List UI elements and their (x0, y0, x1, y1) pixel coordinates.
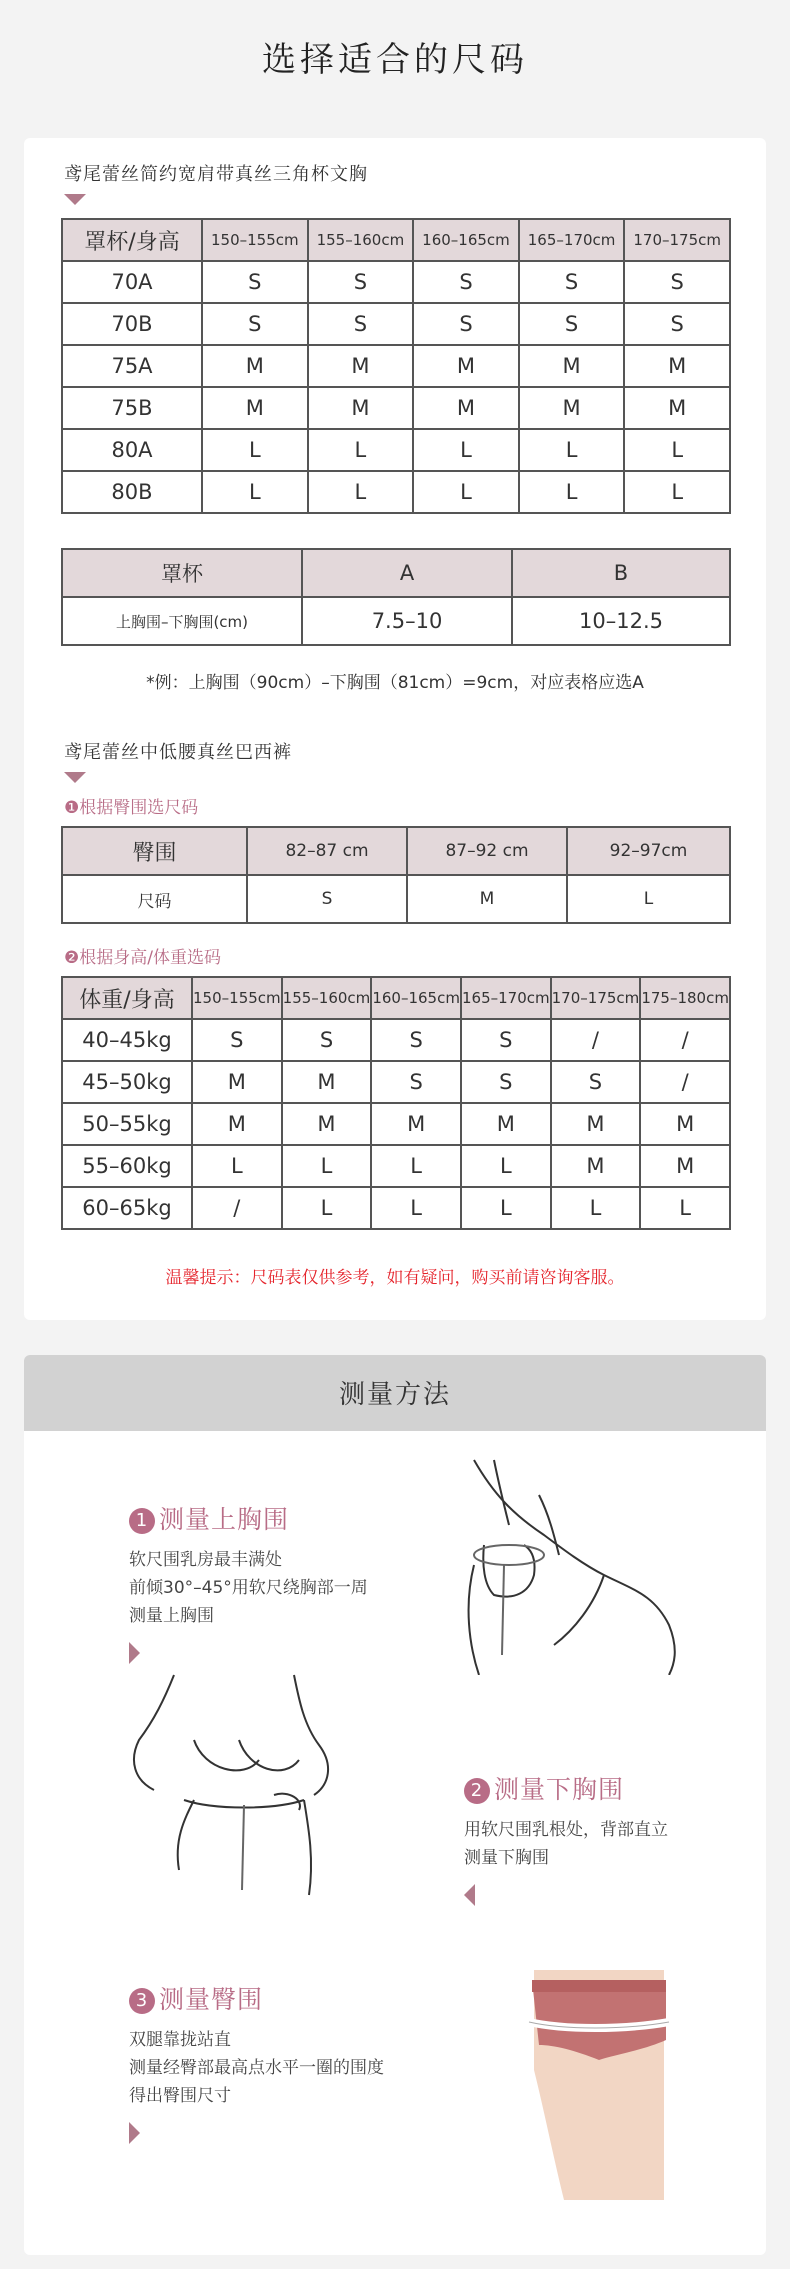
cell: S (519, 303, 625, 345)
cell: 上胸围–下胸围(cm) (62, 597, 302, 645)
cell: M (407, 875, 567, 923)
cell: M (308, 345, 414, 387)
table-row (62, 345, 730, 387)
table-row (62, 471, 730, 513)
step-number: 1 (129, 1508, 155, 1534)
cell: M (519, 387, 625, 429)
cell: L (551, 1187, 641, 1229)
cell: M (282, 1103, 372, 1145)
cell: M (192, 1061, 282, 1103)
cell: S (624, 261, 730, 303)
cell: S (371, 1061, 461, 1103)
cell: L (461, 1145, 551, 1187)
table-row (62, 387, 730, 429)
cell: / (640, 1019, 730, 1061)
step-hip (129, 1980, 384, 2144)
cell: / (640, 1061, 730, 1103)
step-number: 2 (464, 1778, 490, 1804)
upper-bust-illustration (454, 1455, 704, 1675)
under-bust-illustration (124, 1670, 364, 1900)
header-cell: 82–87 cm (247, 827, 407, 875)
cell: M (192, 1103, 282, 1145)
cell: 40–45kg (62, 1019, 192, 1061)
cell: L (640, 1187, 730, 1229)
cell: M (202, 387, 308, 429)
header-cell: A (302, 549, 512, 597)
cell: S (461, 1061, 551, 1103)
cell: S (202, 303, 308, 345)
cell: S (413, 261, 519, 303)
cell: L (624, 429, 730, 471)
header-cell: 160–165cm (371, 977, 461, 1019)
cell: 75B (62, 387, 202, 429)
cell: M (624, 387, 730, 429)
arrow-right-icon (129, 1642, 140, 1664)
cell: M (640, 1145, 730, 1187)
step-title: 测量上胸围 (159, 1505, 290, 1534)
table-header-row (62, 219, 730, 261)
cell: M (551, 1145, 641, 1187)
cell: M (551, 1103, 641, 1145)
header-cell: 臀围 (62, 827, 247, 875)
table-row (62, 1061, 730, 1103)
table-row (62, 429, 730, 471)
step-line: 前倾30°–45°用软尺绕胸部一周 (129, 1578, 368, 1598)
table-row (62, 1019, 730, 1061)
cell: S (551, 1061, 641, 1103)
cell: 60–65kg (62, 1187, 192, 1229)
step-line: 测量经臀部最高点水平一圈的围度 (129, 2058, 384, 2078)
cell: M (519, 345, 625, 387)
step-line: 软尺围乳房最丰满处 (129, 1550, 282, 1570)
header-cell: 150–155cm (202, 219, 308, 261)
cell: 7.5–10 (302, 597, 512, 645)
step-upper-bust (129, 1500, 368, 1664)
header-cell: 165–170cm (461, 977, 551, 1019)
cell: 70B (62, 303, 202, 345)
header-cell: 体重/身高 (62, 977, 192, 1019)
table-row (62, 261, 730, 303)
table-header-row (62, 827, 730, 875)
hip-illustration (504, 1970, 694, 2200)
cell: L (519, 429, 625, 471)
step-line: 测量上胸围 (129, 1606, 214, 1626)
table-row (62, 1145, 730, 1187)
cell: S (308, 303, 414, 345)
brief-section-title: 鸢尾蕾丝中低腰真丝巴西裤 (64, 742, 292, 763)
header-cell: 150–155cm (192, 977, 282, 1019)
cell: S (519, 261, 625, 303)
table-row (62, 303, 730, 345)
measure-title: 测量方法 (24, 1355, 766, 1431)
cell: L (371, 1187, 461, 1229)
triangle-down-icon (64, 772, 86, 783)
step-title: 测量下胸围 (494, 1775, 625, 1804)
table-row (62, 1187, 730, 1229)
brief-size-table (61, 976, 731, 1230)
cell: 尺码 (62, 875, 247, 923)
cell: 55–60kg (62, 1145, 192, 1187)
cell: M (413, 387, 519, 429)
table-header-row (62, 549, 730, 597)
cell: 70A (62, 261, 202, 303)
cell: S (624, 303, 730, 345)
bra-section-title: 鸢尾蕾丝简约宽肩带真丝三角杯文胸 (64, 164, 368, 185)
size-chart-card (24, 138, 766, 1320)
step-number: 3 (129, 1988, 155, 2014)
arrow-left-icon (464, 1884, 475, 1906)
cell: L (282, 1187, 372, 1229)
table-row (62, 875, 730, 923)
cell: M (461, 1103, 551, 1145)
step-line: 测量下胸围 (464, 1848, 549, 1868)
cell: 45–50kg (62, 1061, 192, 1103)
cell: S (192, 1019, 282, 1061)
header-cell: 罩杯/身高 (62, 219, 202, 261)
cell: 80A (62, 429, 202, 471)
cell: S (461, 1019, 551, 1061)
step-line: 得出臀围尺寸 (129, 2086, 231, 2106)
cell: S (282, 1019, 372, 1061)
height-weight-subtitle: ❷根据身高/体重选码 (64, 948, 221, 968)
cell: L (519, 471, 625, 513)
cell: L (282, 1145, 372, 1187)
header-cell: 170–175cm (624, 219, 730, 261)
cell: L (567, 875, 730, 923)
header-cell: 155–160cm (282, 977, 372, 1019)
example-note: *例：上胸围（90cm）–下胸围（81cm）=9cm，对应表格应选A (146, 673, 644, 693)
header-cell: 87–92 cm (407, 827, 567, 875)
cell: L (413, 429, 519, 471)
header-cell: 92–97cm (567, 827, 730, 875)
cell: M (308, 387, 414, 429)
bra-size-table (61, 218, 731, 514)
triangle-down-icon (64, 194, 86, 205)
header-cell: 175–180cm (640, 977, 730, 1019)
table-row (62, 1103, 730, 1145)
table-header-row (62, 977, 730, 1019)
cell: S (413, 303, 519, 345)
cell: / (192, 1187, 282, 1229)
arrow-right-icon (129, 2122, 140, 2144)
cell: M (640, 1103, 730, 1145)
hip-table (61, 826, 731, 924)
cell: M (624, 345, 730, 387)
step-under-bust (464, 1770, 668, 1906)
cell: 75A (62, 345, 202, 387)
step-line: 双腿靠拢站直 (129, 2030, 231, 2050)
cell: S (308, 261, 414, 303)
table-row (62, 597, 730, 645)
header-cell: 160–165cm (413, 219, 519, 261)
cell: L (202, 471, 308, 513)
page-title: 选择适合的尺码 (262, 40, 528, 80)
cell: S (202, 261, 308, 303)
cell: 50–55kg (62, 1103, 192, 1145)
cell: M (202, 345, 308, 387)
header-cell: 罩杯 (62, 549, 302, 597)
cell: M (413, 345, 519, 387)
step-line: 用软尺围乳根处，背部直立 (464, 1820, 668, 1840)
cell: M (282, 1061, 372, 1103)
cell: S (371, 1019, 461, 1061)
cell: L (308, 471, 414, 513)
cell: 10–12.5 (512, 597, 730, 645)
step-title: 测量臀围 (159, 1985, 264, 2014)
cell: 80B (62, 471, 202, 513)
hip-subtitle: ❶根据臀围选尺码 (64, 798, 199, 818)
cell: L (308, 429, 414, 471)
cup-table (61, 548, 731, 646)
header-cell: 165–170cm (519, 219, 625, 261)
header-cell: 170–175cm (551, 977, 641, 1019)
cell: L (192, 1145, 282, 1187)
cell: L (461, 1187, 551, 1229)
measure-card (24, 1355, 766, 2255)
header-cell: B (512, 549, 730, 597)
cell: L (371, 1145, 461, 1187)
warning-note: 温馨提示：尺码表仅供参考，如有疑问，购买前请咨询客服。 (165, 1268, 625, 1288)
cell: S (247, 875, 407, 923)
cell: / (551, 1019, 641, 1061)
cell: L (202, 429, 308, 471)
header-cell: 155–160cm (308, 219, 414, 261)
cell: M (371, 1103, 461, 1145)
cell: L (413, 471, 519, 513)
cell: L (624, 471, 730, 513)
